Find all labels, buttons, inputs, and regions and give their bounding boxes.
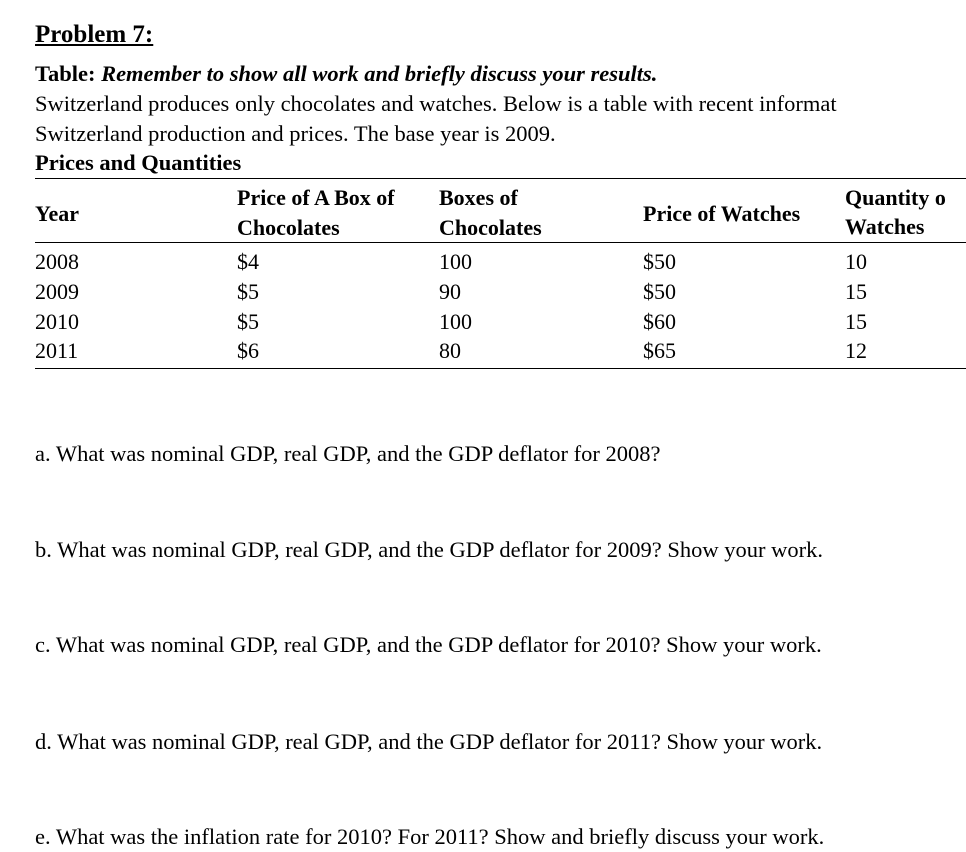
cell-qty-watch: 15 [845, 309, 867, 334]
cell-price-choc: $4 [237, 249, 259, 274]
cell-boxes: 100 [439, 249, 472, 274]
table-title: Prices and Quantities [35, 150, 242, 175]
cell-boxes: 90 [439, 279, 461, 304]
instruction-text: Remember to show all work and briefly discuss your results. [101, 61, 658, 86]
cell-year: 2008 [35, 249, 79, 274]
cell-price-watch: $65 [643, 338, 676, 363]
cell-year: 2009 [35, 279, 79, 304]
cell-price-choc: $5 [237, 279, 259, 304]
table-bottom-rule [35, 368, 966, 369]
header-price-watch: Price of Watches [643, 201, 801, 226]
question-b: b. What was nominal GDP, real GDP, and the GDP deflator for 2009? Show your work. [35, 537, 824, 562]
intro-line-2: Switzerland production and prices. The base year is 2009. [35, 121, 556, 146]
cell-boxes: 100 [439, 309, 472, 334]
table-top-rule [35, 178, 966, 179]
question-a: a. What was nominal GDP, real GDP, and the GDP deflator for 2008? [35, 441, 661, 466]
cell-boxes: 80 [439, 338, 461, 363]
cell-price-watch: $50 [643, 249, 676, 274]
cell-qty-watch: 12 [845, 338, 867, 363]
problem-title: Problem 7: [35, 21, 154, 48]
instruction-line [35, 59, 657, 89]
cell-qty-watch: 10 [845, 249, 867, 274]
question-c: c. What was nominal GDP, real GDP, and the GDP deflator for 2010? Show your work. [35, 632, 822, 657]
cell-qty-watch: 15 [845, 279, 867, 304]
cell-price-choc: $5 [237, 309, 259, 334]
question-d: d. What was nominal GDP, real GDP, and the GDP deflator for 2011? Show your work. [35, 729, 823, 754]
header-bottom-rule [35, 242, 966, 243]
header-price-choc-line1: Price of A Box of [237, 185, 395, 210]
header-price-choc-line2: Chocolates [237, 215, 340, 240]
cell-year: 2010 [35, 309, 79, 334]
cell-price-choc: $6 [237, 338, 259, 363]
cell-price-watch: $50 [643, 279, 676, 304]
cell-price-watch: $60 [643, 309, 676, 334]
question-e: e. What was the inflation rate for 2010? For 2011? Show and briefly discuss your work. [35, 824, 825, 849]
table-label: Table: [35, 61, 96, 86]
header-qty-watch-line1: Quantity o [845, 185, 946, 210]
cell-year: 2011 [35, 338, 79, 363]
header-boxes-line1: Boxes of [439, 185, 518, 210]
header-year: Year [35, 201, 79, 226]
header-qty-watch-line2: Watches [845, 214, 925, 239]
header-boxes-line2: Chocolates [439, 215, 542, 240]
intro-line-1: Switzerland produces only chocolates and watches. Below is a table with recent informat [35, 91, 837, 116]
